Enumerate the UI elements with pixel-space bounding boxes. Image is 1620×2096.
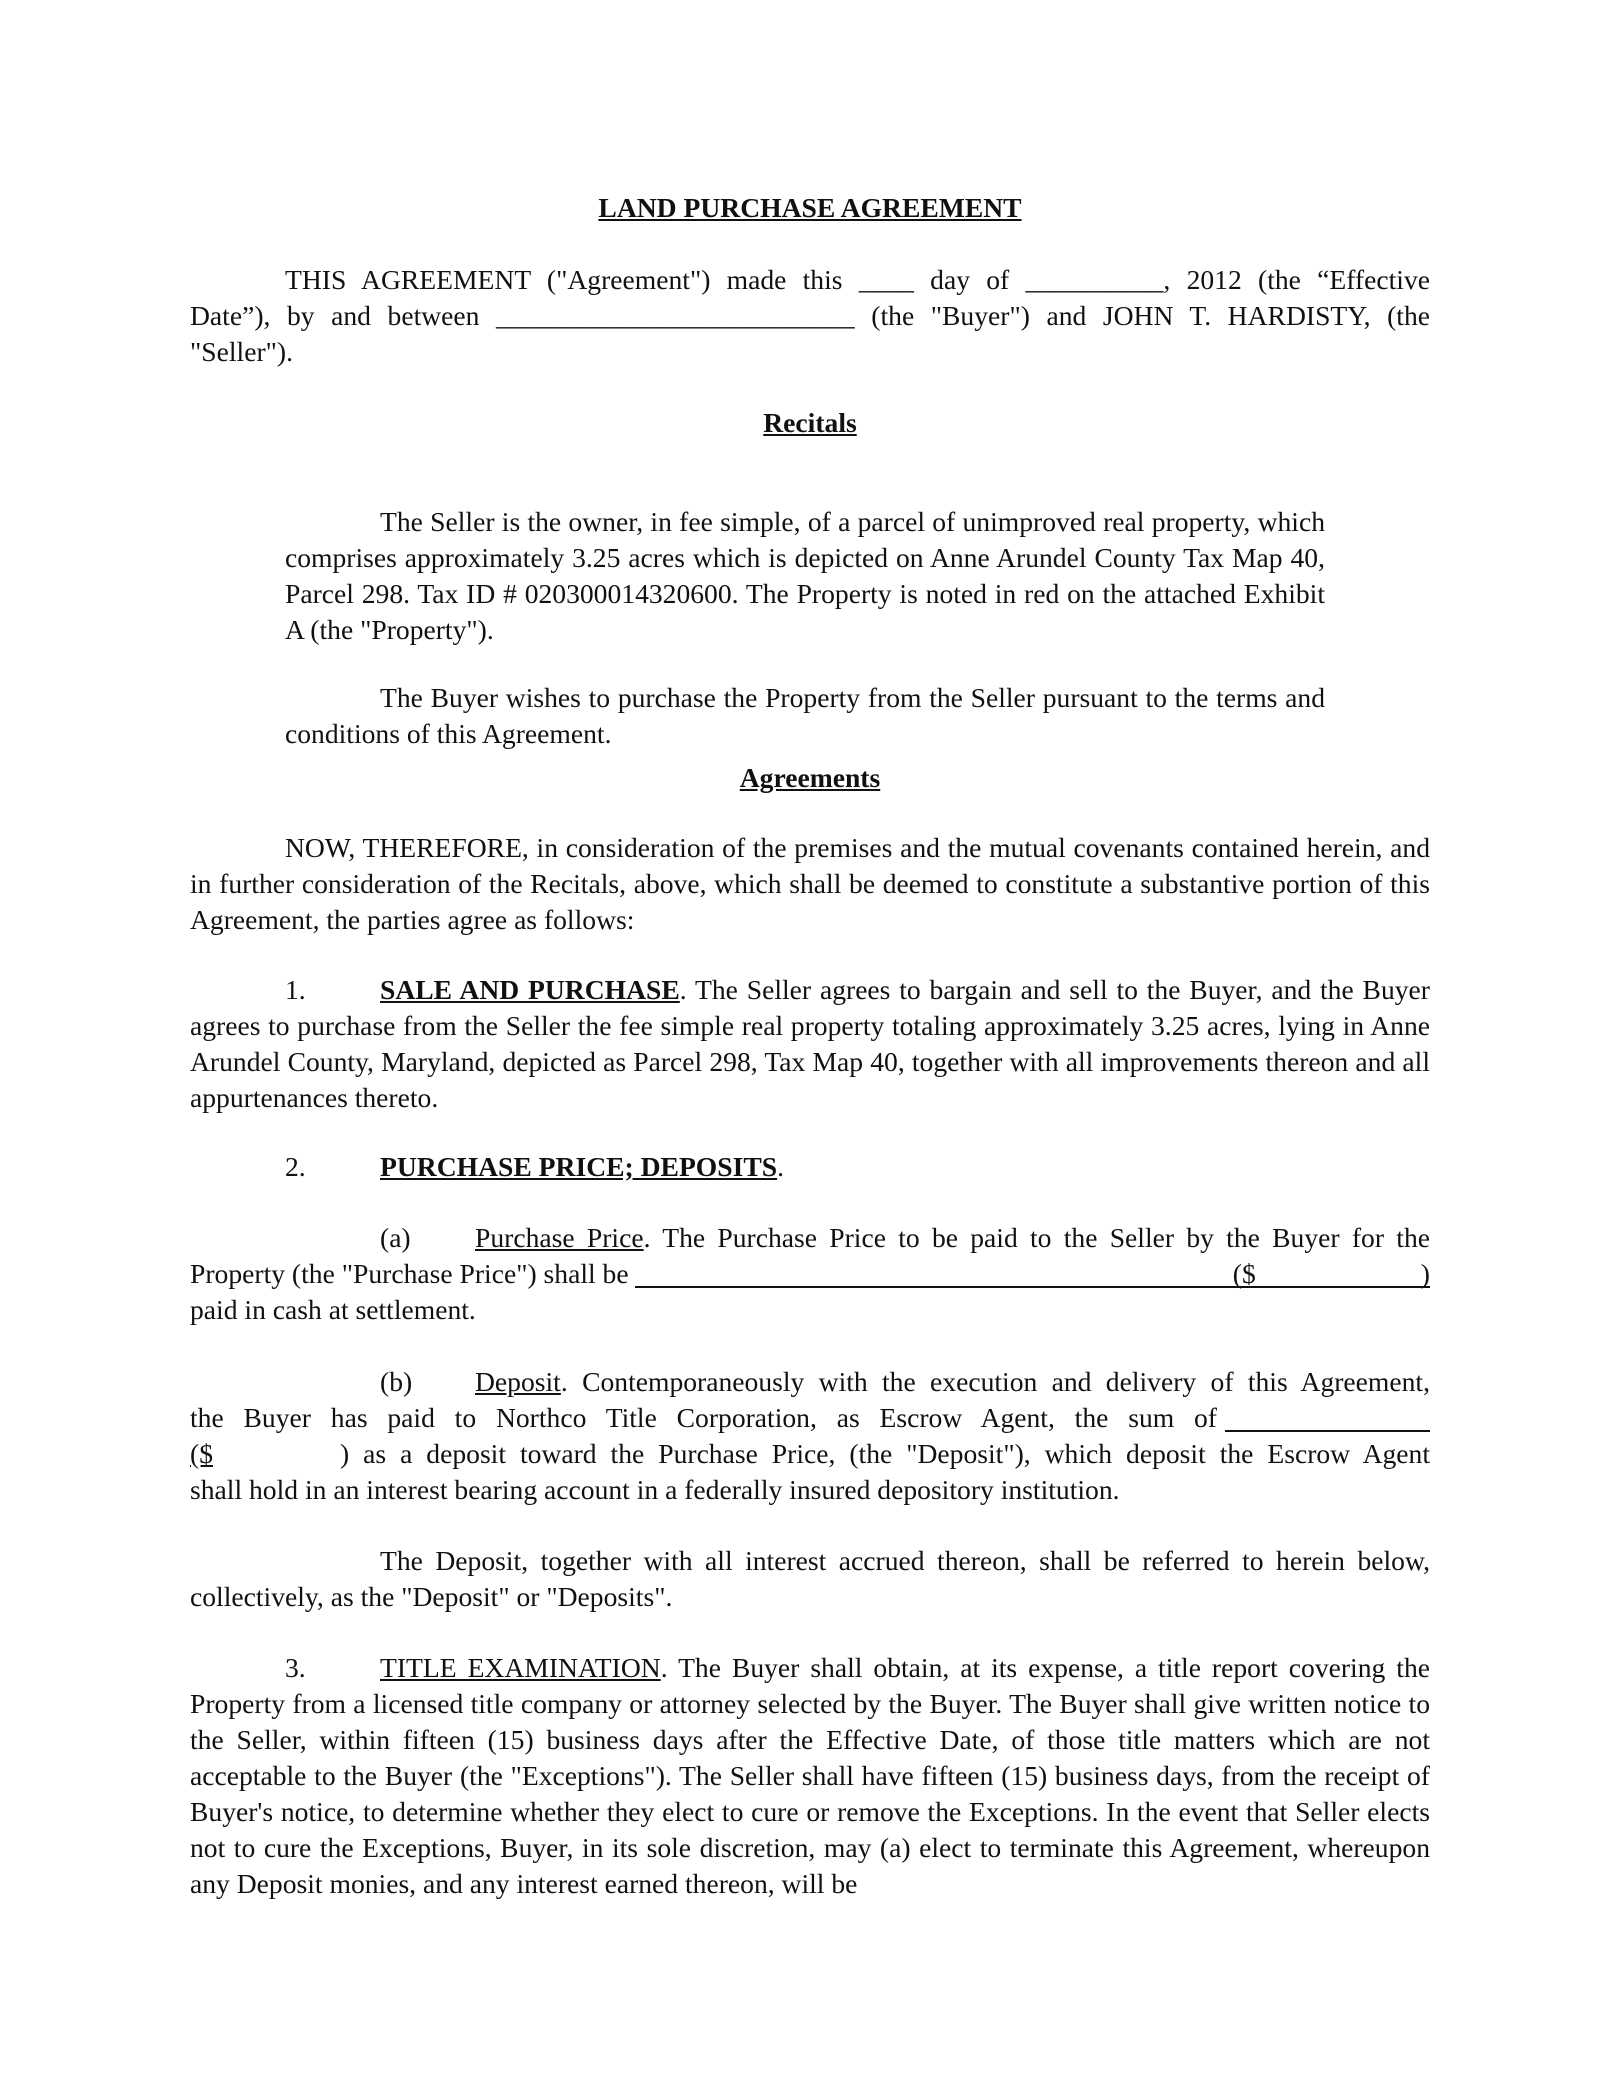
agreements-paragraph: [190, 830, 1430, 938]
section-2b-text-4: shall hold in an interest bearing account in a federally insured depository institution.: [190, 1474, 1120, 1505]
section-2a-text-3: paid in cash at settlement.: [190, 1294, 476, 1325]
section-1-number: 1.: [285, 974, 306, 1005]
section-2-heading: PURCHASE PRICE; DEPOSITS: [380, 1151, 778, 1182]
recitals-heading: Recitals: [763, 407, 857, 438]
intro-line-2: Date”), by and between __________________________ (the "Buyer") and JOHN T. HARDISTY, (the: [190, 300, 1430, 331]
section-1-heading: SALE AND PURCHASE: [380, 974, 680, 1005]
section-2: 2. PURCHASE PRICE; DEPOSITS.: [190, 1149, 1430, 1185]
section-3: [190, 1650, 1430, 1902]
section-2c: [190, 1543, 1430, 1615]
recital-paragraph-1: [285, 476, 1325, 675]
recital-text-1: The Seller is the owner, in fee simple, of a parcel of unimproved real property, which comprises approximately 3.25 acres which is depicted on Anne Arundel County Tax Map 40, Parcel 298. Tax ID # 020300014320600. The Property is noted in red on the attached Exhibit A (the "Property").: [285, 505, 1325, 645]
intro-paragraph: [190, 262, 1430, 370]
deposit-dollar-blank: ($: [190, 1438, 213, 1469]
document-page: [190, 0, 1430, 2096]
section-2a: [190, 1220, 1430, 1328]
deposit-amount-blank: [1225, 1400, 1430, 1432]
purchase-price-dollar: ($: [1232, 1258, 1256, 1289]
section-2b-text-3: ) as a deposit toward the Purchase Price, (the "Deposit"), which deposit the Escrow Agent: [340, 1438, 1430, 1469]
recital-text-2: The Buyer wishes to purchase the Property from the Seller pursuant to the terms and conditions of this Agreement.: [285, 681, 1325, 749]
section-2b-text-1: . Contemporaneously with the execution and delivery of this Agreement,: [560, 1366, 1430, 1397]
section-2a-text-2: Property (the "Purchase Price") shall be: [190, 1258, 629, 1289]
section-2a-label: (a): [380, 1222, 411, 1253]
section-2b: [190, 1364, 1430, 1508]
section-2b-label: (b): [380, 1366, 413, 1397]
intro-line-1: THIS AGREEMENT ("Agreement") made this ____ day of __________, 2012 (the “Effective: [285, 264, 1430, 295]
section-1: [190, 972, 1430, 1116]
agreements-heading: Agreements: [739, 762, 881, 793]
section-2b-heading: Deposit: [475, 1366, 561, 1397]
section-3-text: . The Buyer shall obtain, at its expense, a title report covering the Property from a licensed title company or attorney selected by the Buyer. The Buyer shall give written notice to the Seller, within fifteen (15) business days after the Effective Date, of those title matters which are not acceptable to the Buyer (the "Exceptions"). The Seller shall have fifteen (15) business days, from the receipt of Buyer's notice, to determine whether they elect to cure or remove the Exceptions. In the event that Seller elects not to cure the Exceptions, Buyer, in its sole discretion, may (a) elect to terminate this Agreement, whereupon any Deposit monies, and any interest earned thereon, will be: [190, 1652, 1430, 1899]
intro-line-3: "Seller").: [190, 336, 293, 367]
document-title: LAND PURCHASE AGREEMENT: [598, 192, 1022, 223]
section-1-text: . The Seller agrees to bargain and sell to the Buyer, and the Buyer agrees to purchase from the Seller the fee simple real property totaling approximately 3.25 acres, lying in Anne Arundel County, Maryland, depicted as Parcel 298, Tax Map 40, together with all improvements thereon and all appurtenances thereto.: [190, 974, 1430, 1113]
agreements-text: NOW, THEREFORE, in consideration of the premises and the mutual covenants contained herein, and in further consideration of the Recitals, above, which shall be deemed to constitute a substantive portion of this Agreement, the parties agree as follows:: [190, 832, 1430, 935]
purchase-price-blank: ($ ): [635, 1256, 1430, 1288]
section-3-heading: TITLE EXAMINATION: [380, 1652, 661, 1683]
section-2b-text-2: the Buyer has paid to Northco Title Corporation, as Escrow Agent, the sum of: [190, 1402, 1217, 1433]
section-2a-text-1: . The Purchase Price to be paid to the Seller by the Buyer for the: [643, 1222, 1430, 1253]
section-2c-text: The Deposit, together with all interest accrued thereon, shall be referred to herein below, collectively, as the "Deposit" or "Deposits".: [190, 1545, 1430, 1612]
section-2-number: 2.: [285, 1151, 306, 1182]
section-3-number: 3.: [285, 1652, 306, 1683]
section-2a-heading: Purchase Price: [475, 1222, 644, 1253]
